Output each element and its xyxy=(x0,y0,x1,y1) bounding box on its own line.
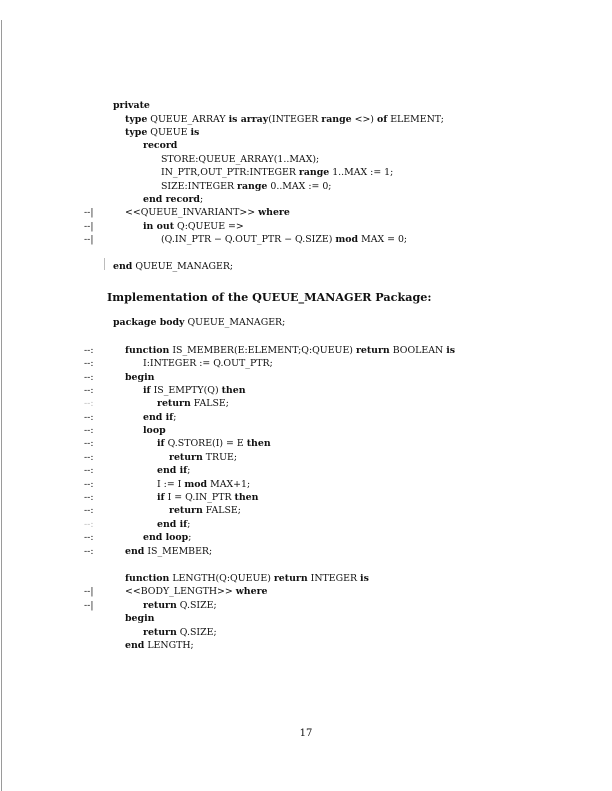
code-line xyxy=(0,384,612,398)
keyword: return xyxy=(355,345,390,356)
keyword: end xyxy=(113,261,133,272)
code-line xyxy=(0,612,612,626)
keyword: loop xyxy=(143,425,166,436)
code-line xyxy=(0,504,612,518)
annotation-marker: --: xyxy=(84,425,94,436)
keyword: private xyxy=(113,100,150,111)
code-token: QUEUE xyxy=(147,127,191,138)
code-line xyxy=(0,126,612,140)
annotation-marker: --| xyxy=(84,586,94,597)
keyword: mod xyxy=(184,479,208,490)
annotation-marker: --: xyxy=(84,412,94,423)
code-text xyxy=(125,545,212,559)
code-token: TRUE; xyxy=(202,452,238,463)
code-line xyxy=(0,626,612,640)
code-text xyxy=(125,572,369,586)
annotation-marker: --: xyxy=(84,385,94,396)
keyword: return xyxy=(143,600,177,611)
code-token: <<BODY_LENGTH>> xyxy=(125,586,236,597)
code-line xyxy=(0,464,612,478)
keyword: mod xyxy=(335,234,359,245)
keyword: range xyxy=(298,167,330,178)
keyword: end if xyxy=(157,519,188,530)
code-token: ; xyxy=(187,519,191,530)
code-line xyxy=(0,411,612,425)
code-text xyxy=(143,626,217,640)
code-text xyxy=(161,153,319,167)
code-line xyxy=(0,531,612,545)
code-token: ; xyxy=(173,412,177,423)
code-text xyxy=(125,639,194,653)
code-line xyxy=(0,585,612,599)
code-line xyxy=(0,451,612,465)
code-token: QUEUE_MANAGER; xyxy=(184,317,286,328)
code-text xyxy=(113,316,285,330)
annotation-marker: --| xyxy=(84,600,94,611)
code-line xyxy=(0,260,612,274)
code-line xyxy=(0,491,612,505)
code-line xyxy=(0,220,612,234)
keyword: if xyxy=(157,438,165,449)
keyword: return xyxy=(273,573,308,584)
code-text xyxy=(157,491,258,505)
annotation-marker: --: xyxy=(84,452,94,463)
code-token: FALSE; xyxy=(190,398,229,409)
keyword: where xyxy=(235,586,268,597)
annotation-marker: --: xyxy=(84,465,94,476)
code-text xyxy=(143,411,176,425)
code-text xyxy=(161,166,393,180)
code-token: 0..MAX := 0; xyxy=(267,181,332,192)
code-line xyxy=(0,180,612,194)
annotation-marker: --: xyxy=(84,546,94,557)
code-token: ; xyxy=(187,465,191,476)
code-token: SIZE:INTEGER xyxy=(161,181,238,192)
code-line xyxy=(0,153,612,167)
keyword: end loop xyxy=(143,532,189,543)
code-line xyxy=(0,424,612,438)
annotation-marker: --: xyxy=(84,532,94,543)
code-line xyxy=(0,316,612,330)
code-line xyxy=(0,139,612,153)
code-text xyxy=(143,220,244,234)
annotation-marker: --| xyxy=(84,234,94,245)
keyword: record xyxy=(143,140,178,151)
code-token: IN_PTR,OUT_PTR:INTEGER xyxy=(161,167,299,178)
code-text xyxy=(157,437,271,451)
code-text xyxy=(169,504,241,518)
keyword: if xyxy=(143,385,151,396)
keyword: type xyxy=(125,114,148,125)
code-text xyxy=(143,357,273,371)
code-text xyxy=(157,397,229,411)
margin-tick xyxy=(104,258,105,270)
code-line xyxy=(0,113,612,127)
keyword: range xyxy=(237,181,268,192)
code-line xyxy=(0,397,612,411)
code-text xyxy=(157,518,190,532)
code-line xyxy=(0,193,612,207)
code-token: STORE:QUEUE_ARRAY(1..MAX); xyxy=(161,154,320,165)
code-line xyxy=(0,518,612,532)
code-token: <>) xyxy=(351,114,377,125)
keyword: return xyxy=(143,627,177,638)
code-text xyxy=(169,451,237,465)
annotation-marker: --: xyxy=(84,492,94,503)
keyword: is xyxy=(190,127,200,138)
code-token: (Q.IN_PTR − Q.OUT_PTR − Q.SIZE) xyxy=(161,234,336,245)
code-token: Q:QUEUE => xyxy=(174,221,244,232)
code-token: FALSE; xyxy=(202,505,241,516)
keyword: return xyxy=(169,452,203,463)
code-token: Q.SIZE; xyxy=(176,600,217,611)
code-line xyxy=(0,599,612,613)
code-token: MAX+1; xyxy=(207,479,251,490)
code-text xyxy=(143,193,203,207)
code-token: 1..MAX := 1; xyxy=(329,167,394,178)
code-line xyxy=(0,206,612,220)
code-line xyxy=(0,545,612,559)
section-heading: Implementation of the QUEUE_MANAGER Package: xyxy=(107,290,432,304)
annotation-marker: --: xyxy=(84,372,94,383)
code-text xyxy=(161,180,331,194)
annotation-marker: --: xyxy=(84,505,94,516)
code-line xyxy=(0,437,612,451)
keyword: then xyxy=(221,385,246,396)
code-text xyxy=(161,233,407,247)
code-text xyxy=(157,478,250,492)
keyword: of xyxy=(376,114,388,125)
code-token: Q.SIZE; xyxy=(176,627,217,638)
keyword: function xyxy=(125,345,170,356)
keyword: then xyxy=(234,492,259,503)
keyword: begin xyxy=(125,372,155,383)
keyword: end if xyxy=(143,412,174,423)
keyword: end xyxy=(125,640,145,651)
keyword: if xyxy=(157,492,165,503)
code-token: <<QUEUE_INVARIANT>> xyxy=(125,207,259,218)
code-token: IS_MEMBER; xyxy=(144,546,213,557)
annotation-marker: --: xyxy=(84,345,94,356)
code-text xyxy=(125,344,455,358)
code-token: ; xyxy=(188,532,192,543)
code-token: ELEMENT; xyxy=(387,114,444,125)
code-token: ; xyxy=(199,194,204,205)
code-token: IS_MEMBER(E:ELEMENT;Q:QUEUE) xyxy=(169,345,356,356)
code-token: QUEUE_ARRAY xyxy=(147,114,229,125)
code-text xyxy=(125,126,199,140)
keyword: where xyxy=(258,207,290,218)
keyword: type xyxy=(125,127,148,138)
keyword: package body xyxy=(113,317,185,328)
annotation-marker: --| xyxy=(84,207,94,218)
code-text xyxy=(143,384,246,398)
annotation-marker: --: xyxy=(84,398,94,409)
code-line xyxy=(0,166,612,180)
keyword: is xyxy=(360,573,369,584)
code-text xyxy=(143,599,217,613)
keyword: return xyxy=(169,505,203,516)
code-token: I = Q.IN_PTR xyxy=(164,492,235,503)
code-token: (INTEGER xyxy=(268,114,322,125)
code-line xyxy=(0,371,612,385)
keyword: in out xyxy=(143,221,175,232)
keyword: is array xyxy=(228,114,269,125)
keyword: then xyxy=(246,438,271,449)
code-token: Q.STORE(I) = E xyxy=(164,438,247,449)
code-line xyxy=(0,357,612,371)
code-token: BOOLEAN xyxy=(389,345,447,356)
code-text xyxy=(143,531,191,545)
keyword: end record xyxy=(143,194,200,205)
keyword: end xyxy=(125,546,145,557)
code-text xyxy=(125,206,290,220)
keyword: end if xyxy=(157,465,188,476)
code-line xyxy=(0,344,612,358)
code-token: INTEGER xyxy=(307,573,361,584)
annotation-marker: --: xyxy=(84,479,94,490)
page-number: 17 xyxy=(299,728,313,739)
keyword: begin xyxy=(125,613,155,624)
keyword: function xyxy=(125,573,170,584)
keyword: return xyxy=(157,398,191,409)
code-line xyxy=(0,478,612,492)
keyword: range xyxy=(321,114,352,125)
code-text xyxy=(157,464,190,478)
code-token: I := I xyxy=(157,479,185,490)
code-text xyxy=(143,139,177,153)
annotation-marker: --| xyxy=(84,221,94,232)
annotation-marker: --: xyxy=(84,438,94,449)
annotation-marker: --: xyxy=(84,358,94,369)
code-token: MAX = 0; xyxy=(358,234,408,245)
code-line xyxy=(0,572,612,586)
code-line xyxy=(0,639,612,653)
code-token: LENGTH(Q:QUEUE) xyxy=(169,573,274,584)
code-line xyxy=(0,99,612,113)
code-text xyxy=(143,424,166,438)
keyword: is xyxy=(446,345,456,356)
code-text xyxy=(125,612,154,626)
code-line xyxy=(0,233,612,247)
code-text xyxy=(125,113,444,127)
code-token: I:INTEGER := Q.OUT_PTR; xyxy=(143,358,273,369)
code-text xyxy=(113,260,233,274)
code-token: LENGTH; xyxy=(144,640,194,651)
code-text xyxy=(125,585,268,599)
code-token: QUEUE_MANAGER; xyxy=(132,261,234,272)
code-token: IS_EMPTY(Q) xyxy=(150,385,222,396)
code-text xyxy=(113,99,150,113)
code-text xyxy=(125,371,154,385)
annotation-marker: --: xyxy=(84,519,94,530)
